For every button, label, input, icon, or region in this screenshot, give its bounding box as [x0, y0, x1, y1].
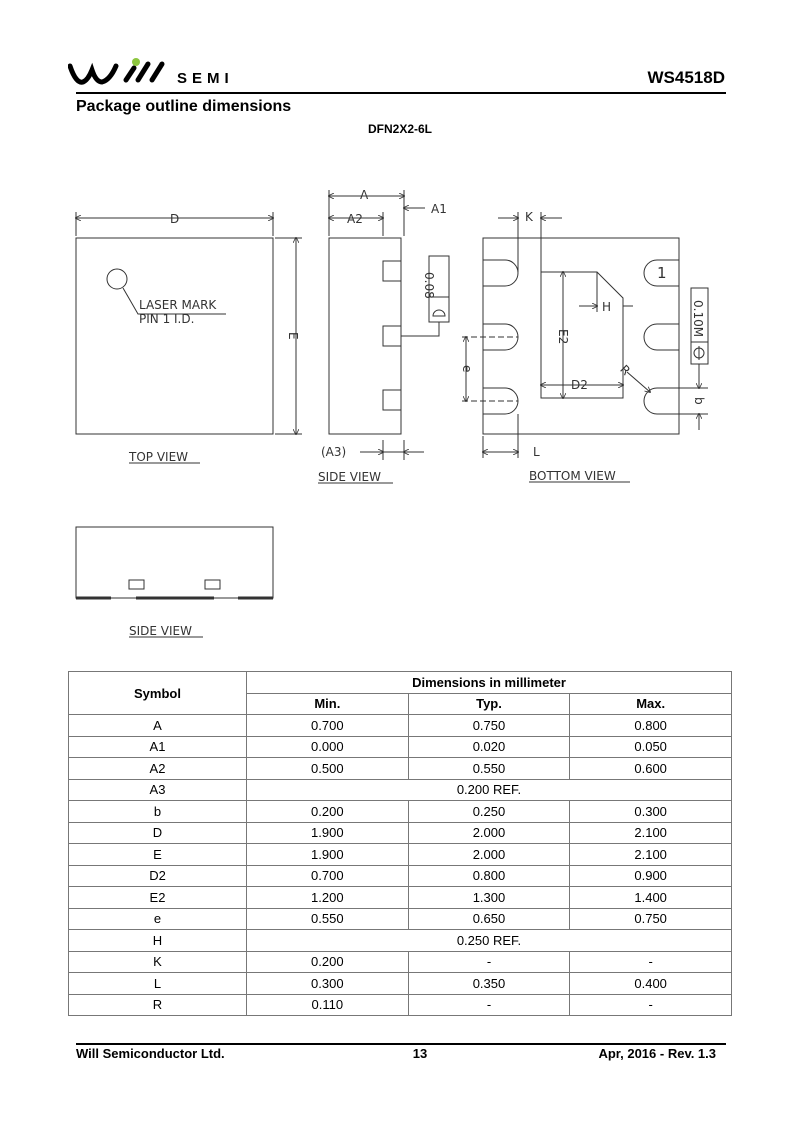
dim-e: e — [460, 365, 474, 373]
cell-typ: 0.550 — [408, 758, 570, 780]
cell-max: - — [570, 994, 732, 1016]
cell-min: 0.200 — [247, 801, 409, 823]
cell-max: 2.100 — [570, 844, 732, 866]
dim-R: R — [617, 362, 634, 379]
footer-revision: Apr, 2016 - Rev. 1.3 — [598, 1046, 716, 1061]
group-header: Dimensions in millimeter — [247, 672, 732, 694]
cell-typ: 0.750 — [408, 715, 570, 737]
table-row — [69, 973, 732, 995]
table-row — [69, 779, 732, 801]
cell-symbol: A3 — [69, 779, 247, 801]
table-row — [69, 822, 732, 844]
footer-page: 13 — [412, 1046, 428, 1061]
typ-header: Typ. — [408, 693, 570, 715]
header-rule — [76, 92, 726, 94]
cell-max: 0.050 — [570, 736, 732, 758]
cell-symbol: H — [69, 930, 247, 952]
cell-max: 0.300 — [570, 801, 732, 823]
pin1-mark — [107, 269, 127, 289]
dim-A3: (A3) — [321, 445, 347, 459]
cell-max: 0.750 — [570, 908, 732, 930]
dim-A: A — [360, 188, 369, 202]
table-row — [69, 844, 732, 866]
cell-max: 0.400 — [570, 973, 732, 995]
dim-K: K — [525, 210, 533, 224]
table-row — [69, 758, 732, 780]
top-view-body — [76, 238, 273, 434]
part-number: WS4518D — [647, 68, 725, 87]
cell-symbol: e — [69, 908, 247, 930]
pin1-number: 1 — [657, 264, 667, 282]
cell-min: 0.550 — [247, 908, 409, 930]
bottom-view-body — [483, 238, 679, 434]
cell-min: 1.200 — [247, 887, 409, 909]
cell-ref: 0.200 REF. — [247, 779, 732, 801]
cell-min: 0.500 — [247, 758, 409, 780]
cell-symbol: A1 — [69, 736, 247, 758]
cell-min: 0.300 — [247, 973, 409, 995]
dim-A2: A2 — [347, 212, 363, 226]
brand-text: SEMI — [177, 70, 234, 87]
laser-mark-label: LASER MARK — [139, 298, 217, 312]
cell-typ: 0.800 — [408, 865, 570, 887]
table-row — [69, 801, 732, 823]
cell-max: 2.100 — [570, 822, 732, 844]
dim-A1: A1 — [431, 202, 447, 216]
side-view-2-title: SIDE VIEW — [129, 624, 192, 638]
footer-rule — [76, 1043, 726, 1045]
cell-typ: 0.350 — [408, 973, 570, 995]
side-view-body — [329, 238, 401, 434]
cell-min: 1.900 — [247, 822, 409, 844]
top-view-title: TOP VIEW — [129, 450, 189, 464]
dim-D: D — [170, 212, 180, 226]
cell-max: - — [570, 951, 732, 973]
cell-ref: 0.250 REF. — [247, 930, 732, 952]
pin1-label: PIN 1 I.D. — [139, 312, 195, 326]
cell-symbol: A2 — [69, 758, 247, 780]
dim-E: E — [286, 332, 300, 340]
cell-symbol: D2 — [69, 865, 247, 887]
table-row — [69, 930, 732, 952]
cell-symbol: R — [69, 994, 247, 1016]
table-row — [69, 865, 732, 887]
cell-symbol: D — [69, 822, 247, 844]
max-header: Max. — [570, 693, 732, 715]
cell-typ: 2.000 — [408, 822, 570, 844]
table-body — [69, 715, 732, 1016]
footer-company: Will Semiconductor Ltd. — [76, 1046, 225, 1061]
will-logo — [68, 58, 178, 88]
cell-max: 1.400 — [570, 887, 732, 909]
cell-min: 0.000 — [247, 736, 409, 758]
cell-symbol: E2 — [69, 887, 247, 909]
cell-typ: 1.300 — [408, 887, 570, 909]
dim-b: b — [692, 397, 706, 405]
dimensions-table — [68, 671, 732, 1016]
cell-min: 0.700 — [247, 715, 409, 737]
cell-typ: - — [408, 994, 570, 1016]
cell-min: 0.700 — [247, 865, 409, 887]
symbol-header: Symbol — [69, 672, 247, 715]
cell-symbol: L — [69, 973, 247, 995]
cell-typ: 0.020 — [408, 736, 570, 758]
cell-symbol: K — [69, 951, 247, 973]
cell-max: 0.900 — [570, 865, 732, 887]
cell-max: 0.600 — [570, 758, 732, 780]
bottom-view-title: BOTTOM VIEW — [529, 469, 616, 483]
cell-symbol: b — [69, 801, 247, 823]
cell-typ: - — [408, 951, 570, 973]
cell-typ: 0.650 — [408, 908, 570, 930]
cell-min: 0.110 — [247, 994, 409, 1016]
table-row — [69, 715, 732, 737]
package-name: DFN2X2-6L — [367, 122, 432, 136]
min-header: Min. — [247, 693, 409, 715]
table-row — [69, 908, 732, 930]
side-view-2-body — [76, 527, 273, 598]
table-row — [69, 736, 732, 758]
table-row — [69, 994, 732, 1016]
dim-L: L — [533, 445, 540, 459]
table-row — [69, 951, 732, 973]
dim-H: H — [602, 300, 612, 314]
cell-symbol: E — [69, 844, 247, 866]
cell-symbol: A — [69, 715, 247, 737]
section-title: Package outline dimensions — [76, 98, 292, 115]
tolerance-008: 0.08 — [422, 272, 436, 299]
cell-min: 0.200 — [247, 951, 409, 973]
table-row — [69, 887, 732, 909]
package-drawing — [0, 170, 800, 650]
dim-E2: E2 — [556, 329, 570, 345]
cell-max: 0.800 — [570, 715, 732, 737]
cell-typ: 2.000 — [408, 844, 570, 866]
logo-dot — [132, 58, 140, 66]
dim-D2: D2 — [571, 378, 588, 392]
cell-min: 1.900 — [247, 844, 409, 866]
tolerance-010m: 0.10M — [691, 300, 705, 338]
side-view-title: SIDE VIEW — [318, 470, 381, 484]
cell-typ: 0.250 — [408, 801, 570, 823]
